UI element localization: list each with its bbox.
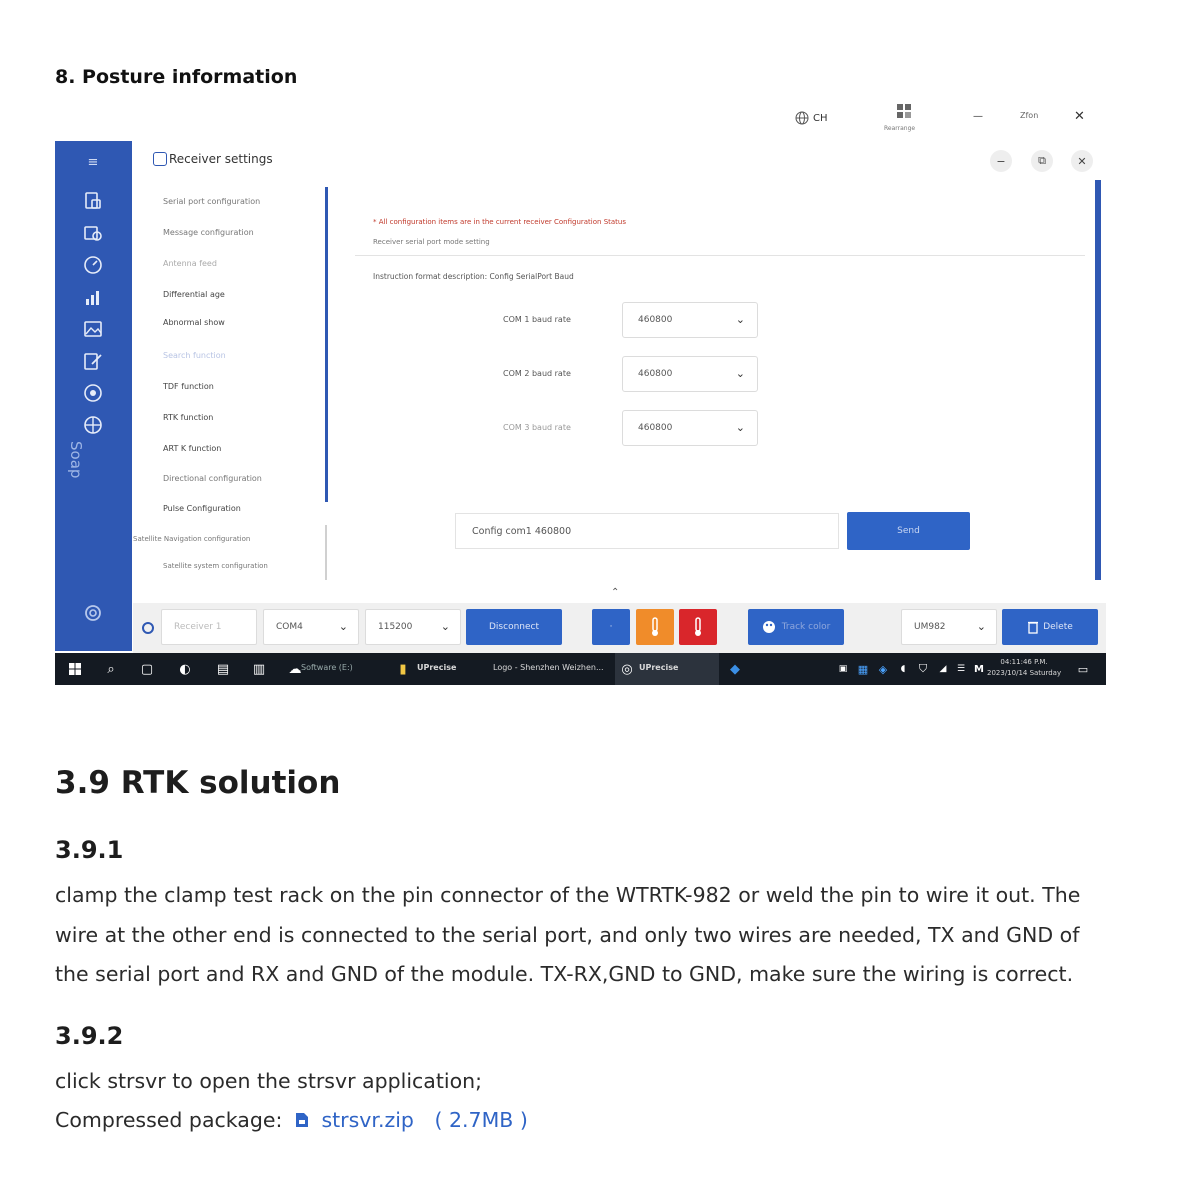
- edit-icon[interactable]: [83, 351, 103, 371]
- menu-item-differential[interactable]: Differential age: [163, 290, 225, 299]
- device-value: UM982: [914, 622, 946, 632]
- settings-doc-icon[interactable]: [83, 223, 103, 243]
- status-indicator: [142, 622, 154, 634]
- content-scrollbar[interactable]: [1095, 180, 1101, 580]
- task-view-icon[interactable]: ▢: [140, 661, 154, 677]
- windows-start-icon[interactable]: [67, 661, 83, 677]
- com3-baud-label: COM 3 baud rate: [503, 423, 571, 432]
- download-size: ( 2.7MB ): [434, 1108, 528, 1132]
- image-icon[interactable]: [83, 319, 103, 339]
- thermometer-icon: [649, 617, 661, 637]
- chevron-down-icon: ⌄: [735, 313, 745, 326]
- chevron-up-icon[interactable]: ⌃: [611, 587, 620, 598]
- subheading-3-9-1: 3.9.1: [55, 836, 124, 864]
- minimize-icon[interactable]: —: [973, 111, 983, 122]
- mode-setting-label: Receiver serial port mode setting: [373, 238, 490, 246]
- port-value: COM4: [276, 622, 303, 632]
- document-icon[interactable]: [83, 191, 103, 211]
- track-color-button[interactable]: [748, 609, 844, 645]
- chevron-down-icon: ⌄: [976, 620, 986, 633]
- left-nav: [55, 141, 132, 651]
- tray-input-icon[interactable]: ☰: [956, 664, 966, 674]
- tray-shield-icon[interactable]: ◈: [878, 662, 888, 676]
- com2-baud-select[interactable]: [622, 356, 758, 392]
- menu-item-search[interactable]: Search function: [163, 351, 226, 360]
- palette-icon: [762, 620, 776, 634]
- disconnect-button[interactable]: Disconnect: [466, 609, 562, 645]
- menu-item-pulse[interactable]: Pulse Configuration: [163, 504, 241, 513]
- menu-icon[interactable]: ≡: [87, 155, 99, 170]
- track-color-label: Track color: [781, 622, 831, 632]
- menu-item-message[interactable]: Message configuration: [163, 228, 254, 237]
- trash-icon: [1027, 620, 1039, 634]
- com1-baud-select[interactable]: [622, 302, 758, 338]
- tray-security-icon[interactable]: ⛉: [918, 662, 928, 675]
- pointer-icon[interactable]: ◆: [730, 661, 740, 677]
- paragraph-3-9-1: clamp the clamp test rack on the pin connector of the WTRTK-982 or weld the pin to wire it out. The wire at the other end is connected to the serial port, and only two wires are needed, TX and GND of the serial port and RX and GND of the module. TX-RX,GND to GND, make sure the wiring is correct.: [55, 883, 1081, 986]
- thermometer-hot-button[interactable]: [679, 609, 717, 645]
- app-screenshot: [55, 95, 1106, 685]
- menu-item-abnormal[interactable]: Abnormal show: [163, 318, 225, 327]
- device-select[interactable]: [901, 609, 997, 645]
- rearrange-button[interactable]: [896, 103, 912, 123]
- gauge-icon[interactable]: [83, 255, 103, 275]
- com2-baud-value: 460800: [638, 369, 673, 379]
- section-heading-posture: 8. Posture information: [55, 66, 298, 88]
- tray-cloud-icon[interactable]: ▦: [857, 662, 869, 676]
- baud-value: 115200: [378, 622, 413, 632]
- drive-icon[interactable]: ☁: [288, 661, 302, 677]
- menu-item-directional[interactable]: Directional configuration: [163, 474, 262, 483]
- folder-icon[interactable]: ▮: [399, 661, 407, 677]
- window-minimize-button[interactable]: −: [990, 150, 1012, 172]
- com1-baud-value: 460800: [638, 315, 673, 325]
- tray-wifi-icon[interactable]: ◢: [939, 664, 947, 674]
- menu-scroll-indicator[interactable]: [325, 187, 328, 502]
- chevron-down-icon: ⌄: [735, 367, 745, 380]
- menu-item-artk[interactable]: ART K function: [163, 444, 222, 453]
- network-icon[interactable]: [83, 415, 103, 435]
- tray-m-icon[interactable]: M: [974, 663, 984, 675]
- delete-label: Delete: [1043, 622, 1073, 632]
- port-select[interactable]: [263, 609, 359, 645]
- taskbar-uprecise-2[interactable]: UPrecise: [639, 663, 679, 672]
- zoom-label[interactable]: Zfon: [1020, 111, 1039, 120]
- menu-item-serial-port[interactable]: Serial port configuration: [163, 197, 261, 206]
- taskbar-logo-window[interactable]: Logo - Shenzhen Weizhen...: [493, 663, 604, 672]
- section-heading-rtk: 3.9 RTK solution: [55, 765, 341, 801]
- chevron-down-icon: ⌄: [338, 620, 348, 633]
- rearrange-label: Rearrange: [884, 125, 916, 132]
- receiver-settings-label: Receiver settings: [169, 152, 273, 166]
- tray-app-icon[interactable]: ▣: [838, 664, 848, 674]
- satellite-icon[interactable]: [83, 383, 103, 403]
- baud-select[interactable]: [365, 609, 461, 645]
- menu-item-satellite-system[interactable]: Satellite system configuration: [163, 562, 268, 570]
- search-icon[interactable]: ⌕: [107, 661, 115, 677]
- instruction-line-3-9-2: click strsvr to open the strsvr application;: [55, 1069, 483, 1093]
- command-input[interactable]: Config com1 460800: [455, 513, 839, 549]
- receiver-icon: [153, 152, 167, 166]
- com2-baud-label: COM 2 baud rate: [503, 369, 571, 378]
- app-icon[interactable]: ▤: [216, 661, 230, 677]
- subheading-3-9-2: 3.9.2: [55, 1022, 124, 1050]
- file-icon: [295, 1112, 309, 1128]
- send-button[interactable]: Send: [847, 512, 970, 550]
- bottom-toolbar: [133, 603, 1106, 653]
- download-line: [55, 1108, 528, 1132]
- language-switch[interactable]: [795, 111, 828, 125]
- dot-button[interactable]: ·: [592, 609, 630, 645]
- thermometer-warm-button[interactable]: [636, 609, 674, 645]
- delete-button[interactable]: [1002, 609, 1098, 645]
- window-restore-button[interactable]: ⧉: [1031, 150, 1053, 172]
- browser-icon[interactable]: ◐: [179, 661, 191, 677]
- language-label: CH: [813, 112, 828, 124]
- download-link[interactable]: strsvr.zip: [321, 1108, 414, 1132]
- menu-item-antenna[interactable]: Antenna feed: [163, 259, 217, 268]
- chevron-down-icon: ⌄: [735, 421, 745, 434]
- taskbar-software[interactable]: Software (E:): [301, 663, 353, 672]
- menu-item-rtk[interactable]: RTK function: [163, 413, 214, 422]
- taskbar-clock[interactable]: [987, 657, 1061, 679]
- signal-icon[interactable]: [83, 287, 103, 307]
- clock-time: 04:11:46 P.M.: [1000, 658, 1048, 666]
- instruction-text: Instruction format description: Config SerialPort Baud: [373, 272, 574, 281]
- close-icon[interactable]: ✕: [1074, 109, 1085, 124]
- windows-taskbar: [55, 653, 1106, 685]
- globe-icon: [795, 111, 809, 125]
- menu-item-tdf[interactable]: TDF function: [163, 382, 214, 391]
- receiver-settings-title: [153, 152, 273, 166]
- com1-baud-label: COM 1 baud rate: [503, 315, 571, 324]
- grid-icon: [896, 103, 912, 119]
- tray-volume-icon[interactable]: ◖: [900, 664, 906, 674]
- taskbar-uprecise-1[interactable]: UPrecise: [417, 663, 457, 672]
- clock-date: 2023/10/14 Saturday: [987, 669, 1062, 677]
- receiver-name-input[interactable]: Receiver 1: [161, 609, 257, 645]
- menu-item-satellite-nav[interactable]: Satellite Navigation configuration: [133, 535, 251, 543]
- uprecise-icon[interactable]: ◎: [621, 661, 633, 677]
- chevron-down-icon: ⌄: [440, 620, 450, 633]
- com3-baud-select[interactable]: [622, 410, 758, 446]
- config-note: * All configuration items are in the current receiver Configuration Status: [373, 218, 627, 226]
- com3-baud-value: 460800: [638, 423, 673, 433]
- window-close-button[interactable]: ✕: [1071, 150, 1093, 172]
- building-icon[interactable]: ▥: [252, 661, 266, 677]
- download-label: Compressed package:: [55, 1108, 283, 1132]
- thermometer-icon: [692, 617, 704, 637]
- settings-icon[interactable]: [83, 603, 103, 623]
- left-nav-vertical-label: Soap: [67, 441, 85, 479]
- divider: [355, 255, 1085, 256]
- notification-icon[interactable]: ▭: [1077, 662, 1089, 676]
- menu-scroll-track: [325, 525, 327, 580]
